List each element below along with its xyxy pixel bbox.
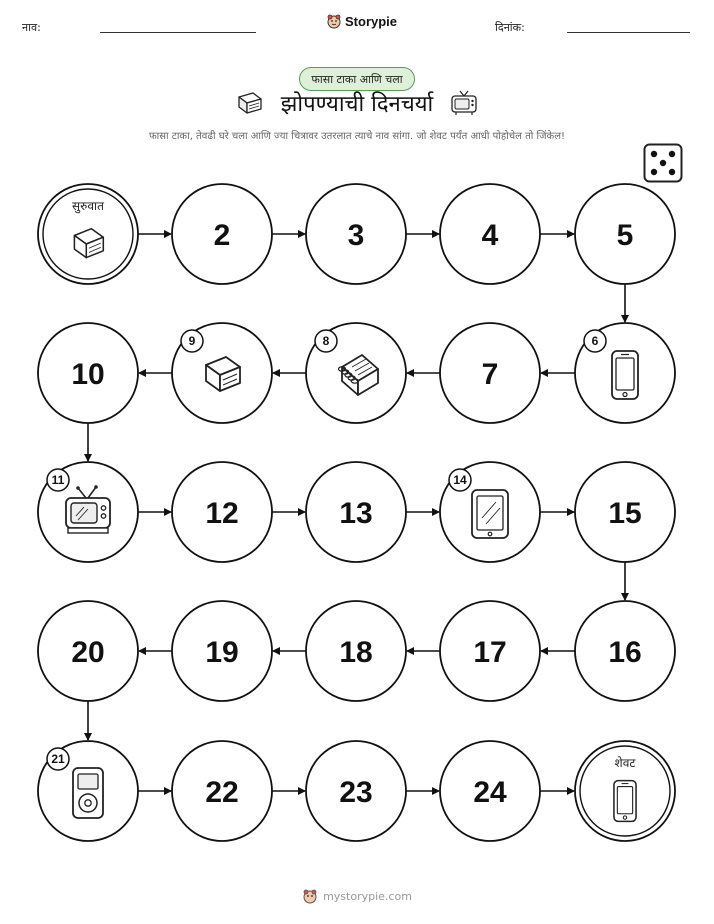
board-space-8[interactable]: [306, 323, 406, 423]
board-space-23[interactable]: [306, 741, 406, 841]
space-number: 4: [481, 219, 499, 252]
name-label: नाव:: [22, 21, 41, 34]
space-number: 20: [71, 636, 105, 669]
space-number: 2: [213, 219, 231, 252]
board-space-12[interactable]: [172, 462, 272, 562]
board-space-7[interactable]: [440, 323, 540, 423]
footer: [0, 888, 714, 904]
board-space-6[interactable]: [575, 323, 675, 423]
space-number: 22: [205, 776, 239, 809]
finish-label: शेवट: [614, 756, 636, 770]
space-number: 14: [453, 473, 467, 488]
space-number: 19: [205, 636, 239, 669]
space-number: 5: [616, 219, 634, 252]
space-number: 8: [322, 334, 330, 349]
space-number: 17: [473, 636, 507, 669]
board-space-20[interactable]: [38, 601, 138, 701]
brand-name: Storypie: [345, 13, 398, 29]
board-space-13[interactable]: [306, 462, 406, 562]
instructions: फासा टाका, तेवढी घरे चला आणि ज्या चित्रावर उतरलात त्याचे नाव सांगा. जो शेवट पर्यंत आधी पोहोचेल तो जिंकेल!: [148, 131, 566, 142]
space-number: 12: [205, 497, 239, 530]
board-space-15[interactable]: [575, 462, 675, 562]
footer-url: mystorypie.com: [323, 889, 412, 903]
board-space-5[interactable]: [575, 184, 675, 284]
space-number: 24: [473, 776, 507, 809]
board-space-25[interactable]: [575, 741, 675, 841]
board-space-4[interactable]: [440, 184, 540, 284]
board-space-9[interactable]: [172, 323, 272, 423]
board-space-19[interactable]: [172, 601, 272, 701]
game-pill: फासा टाका आणि चला: [299, 67, 415, 91]
space-number: 11: [51, 473, 65, 488]
board-space-14[interactable]: [440, 462, 540, 562]
space-number: 7: [481, 358, 499, 391]
board-space-18[interactable]: [306, 601, 406, 701]
music-player-icon: [73, 768, 103, 818]
space-number: 16: [608, 636, 642, 669]
space-number: 18: [339, 636, 373, 669]
space-number: 15: [608, 497, 642, 530]
board-space-1[interactable]: [38, 184, 138, 284]
phone-icon: [612, 351, 638, 399]
board-space-24[interactable]: [440, 741, 540, 841]
date-label: दिनांक:: [495, 21, 525, 34]
board-space-11[interactable]: [38, 462, 138, 562]
board-space-3[interactable]: [306, 184, 406, 284]
space-number: 10: [71, 358, 105, 391]
space-number: 13: [339, 497, 373, 530]
tablet-icon: [472, 490, 508, 538]
storypie-mascot-icon: [302, 888, 318, 904]
start-label: सुरुवात: [72, 199, 104, 213]
space-number: 6: [591, 334, 599, 349]
board-space-17[interactable]: [440, 601, 540, 701]
space-number: 23: [339, 776, 373, 809]
board-space-2[interactable]: [172, 184, 272, 284]
board-space-21[interactable]: [38, 741, 138, 841]
space-number: 3: [347, 219, 365, 252]
board-space-16[interactable]: [575, 601, 675, 701]
board-space-10[interactable]: [38, 323, 138, 423]
phone-icon: [614, 781, 636, 822]
page-title: झोपण्याची दिनचर्या: [280, 92, 434, 117]
board-space-22[interactable]: [172, 741, 272, 841]
space-number: 21: [51, 752, 65, 767]
space-number: 9: [188, 334, 196, 349]
